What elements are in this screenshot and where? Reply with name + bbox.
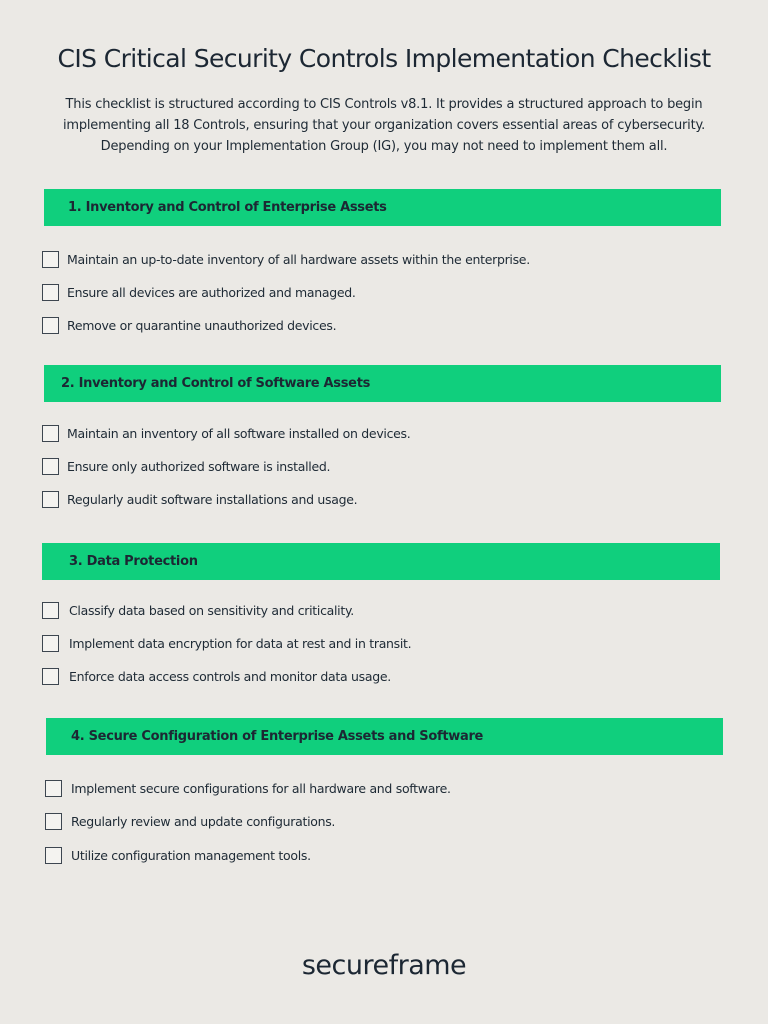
section-heading-text: 2. Inventory and Control of Software Assets: [61, 376, 371, 391]
checkbox[interactable]: [42, 491, 59, 508]
item-label: Implement secure configurations for all hardware and software.: [71, 780, 451, 796]
intro-paragraph: This checklist is structured according to CIS Controls v8.1. It provides a structured approach to begin implementing all 18 Controls, ensuring that your organization covers essential areas of cybersecurity. Depending on your Implementation Group (IG), you may not need to implement them all.: [62, 97, 706, 154]
checkbox[interactable]: [42, 602, 59, 619]
section-header-2: [44, 365, 721, 402]
item-label: Classify data based on sensitivity and criticality.: [69, 602, 354, 618]
section-heading-text: 4. Secure Configuration of Enterprise Assets and Software: [71, 729, 484, 744]
section-header-1: [44, 189, 721, 226]
checkbox[interactable]: [45, 780, 62, 797]
item-label: Utilize configuration management tools.: [71, 847, 311, 863]
section-heading-text: 3. Data Protection: [69, 554, 198, 569]
checkbox[interactable]: [42, 284, 59, 301]
checklist-item[interactable]: [42, 600, 354, 620]
item-label: Implement data encryption for data at rest and in transit.: [69, 635, 412, 651]
checklist-item[interactable]: [42, 423, 410, 443]
secureframe-logo: secureframe: [301, 950, 467, 981]
checkbox[interactable]: [42, 425, 59, 442]
section-header-3: [42, 543, 720, 580]
item-label: Ensure only authorized software is installed.: [67, 458, 331, 474]
checklist-item[interactable]: [42, 489, 357, 509]
item-label: Maintain an up-to-date inventory of all hardware assets within the enterprise.: [67, 251, 530, 267]
checklist-item[interactable]: [45, 778, 451, 798]
item-label: Enforce data access controls and monitor data usage.: [69, 668, 391, 684]
section-header-4: [46, 718, 723, 755]
checkbox[interactable]: [45, 847, 62, 864]
item-label: Remove or quarantine unauthorized devices.: [67, 317, 337, 333]
checkbox[interactable]: [42, 668, 59, 685]
checkbox[interactable]: [42, 635, 59, 652]
checkbox[interactable]: [42, 317, 59, 334]
checklist-item[interactable]: [42, 456, 330, 476]
checklist-item[interactable]: [42, 633, 411, 653]
page-title: CIS Critical Security Controls Implementation Checklist: [57, 44, 711, 73]
checklist-item[interactable]: [45, 811, 335, 831]
checklist-item[interactable]: [42, 315, 336, 335]
item-label: Maintain an inventory of all software installed on devices.: [67, 425, 411, 441]
item-label: Regularly audit software installations and usage.: [67, 491, 358, 507]
checklist-item[interactable]: [42, 282, 356, 302]
checkbox[interactable]: [42, 458, 59, 475]
section-heading-text: 1. Inventory and Control of Enterprise Assets: [68, 200, 387, 215]
checklist-item[interactable]: [42, 249, 530, 269]
checkbox[interactable]: [42, 251, 59, 268]
checklist-item[interactable]: [45, 845, 311, 865]
checkbox[interactable]: [45, 813, 62, 830]
item-label: Ensure all devices are authorized and managed.: [67, 284, 356, 300]
checklist-item[interactable]: [42, 666, 391, 686]
item-label: Regularly review and update configurations.: [71, 813, 336, 829]
